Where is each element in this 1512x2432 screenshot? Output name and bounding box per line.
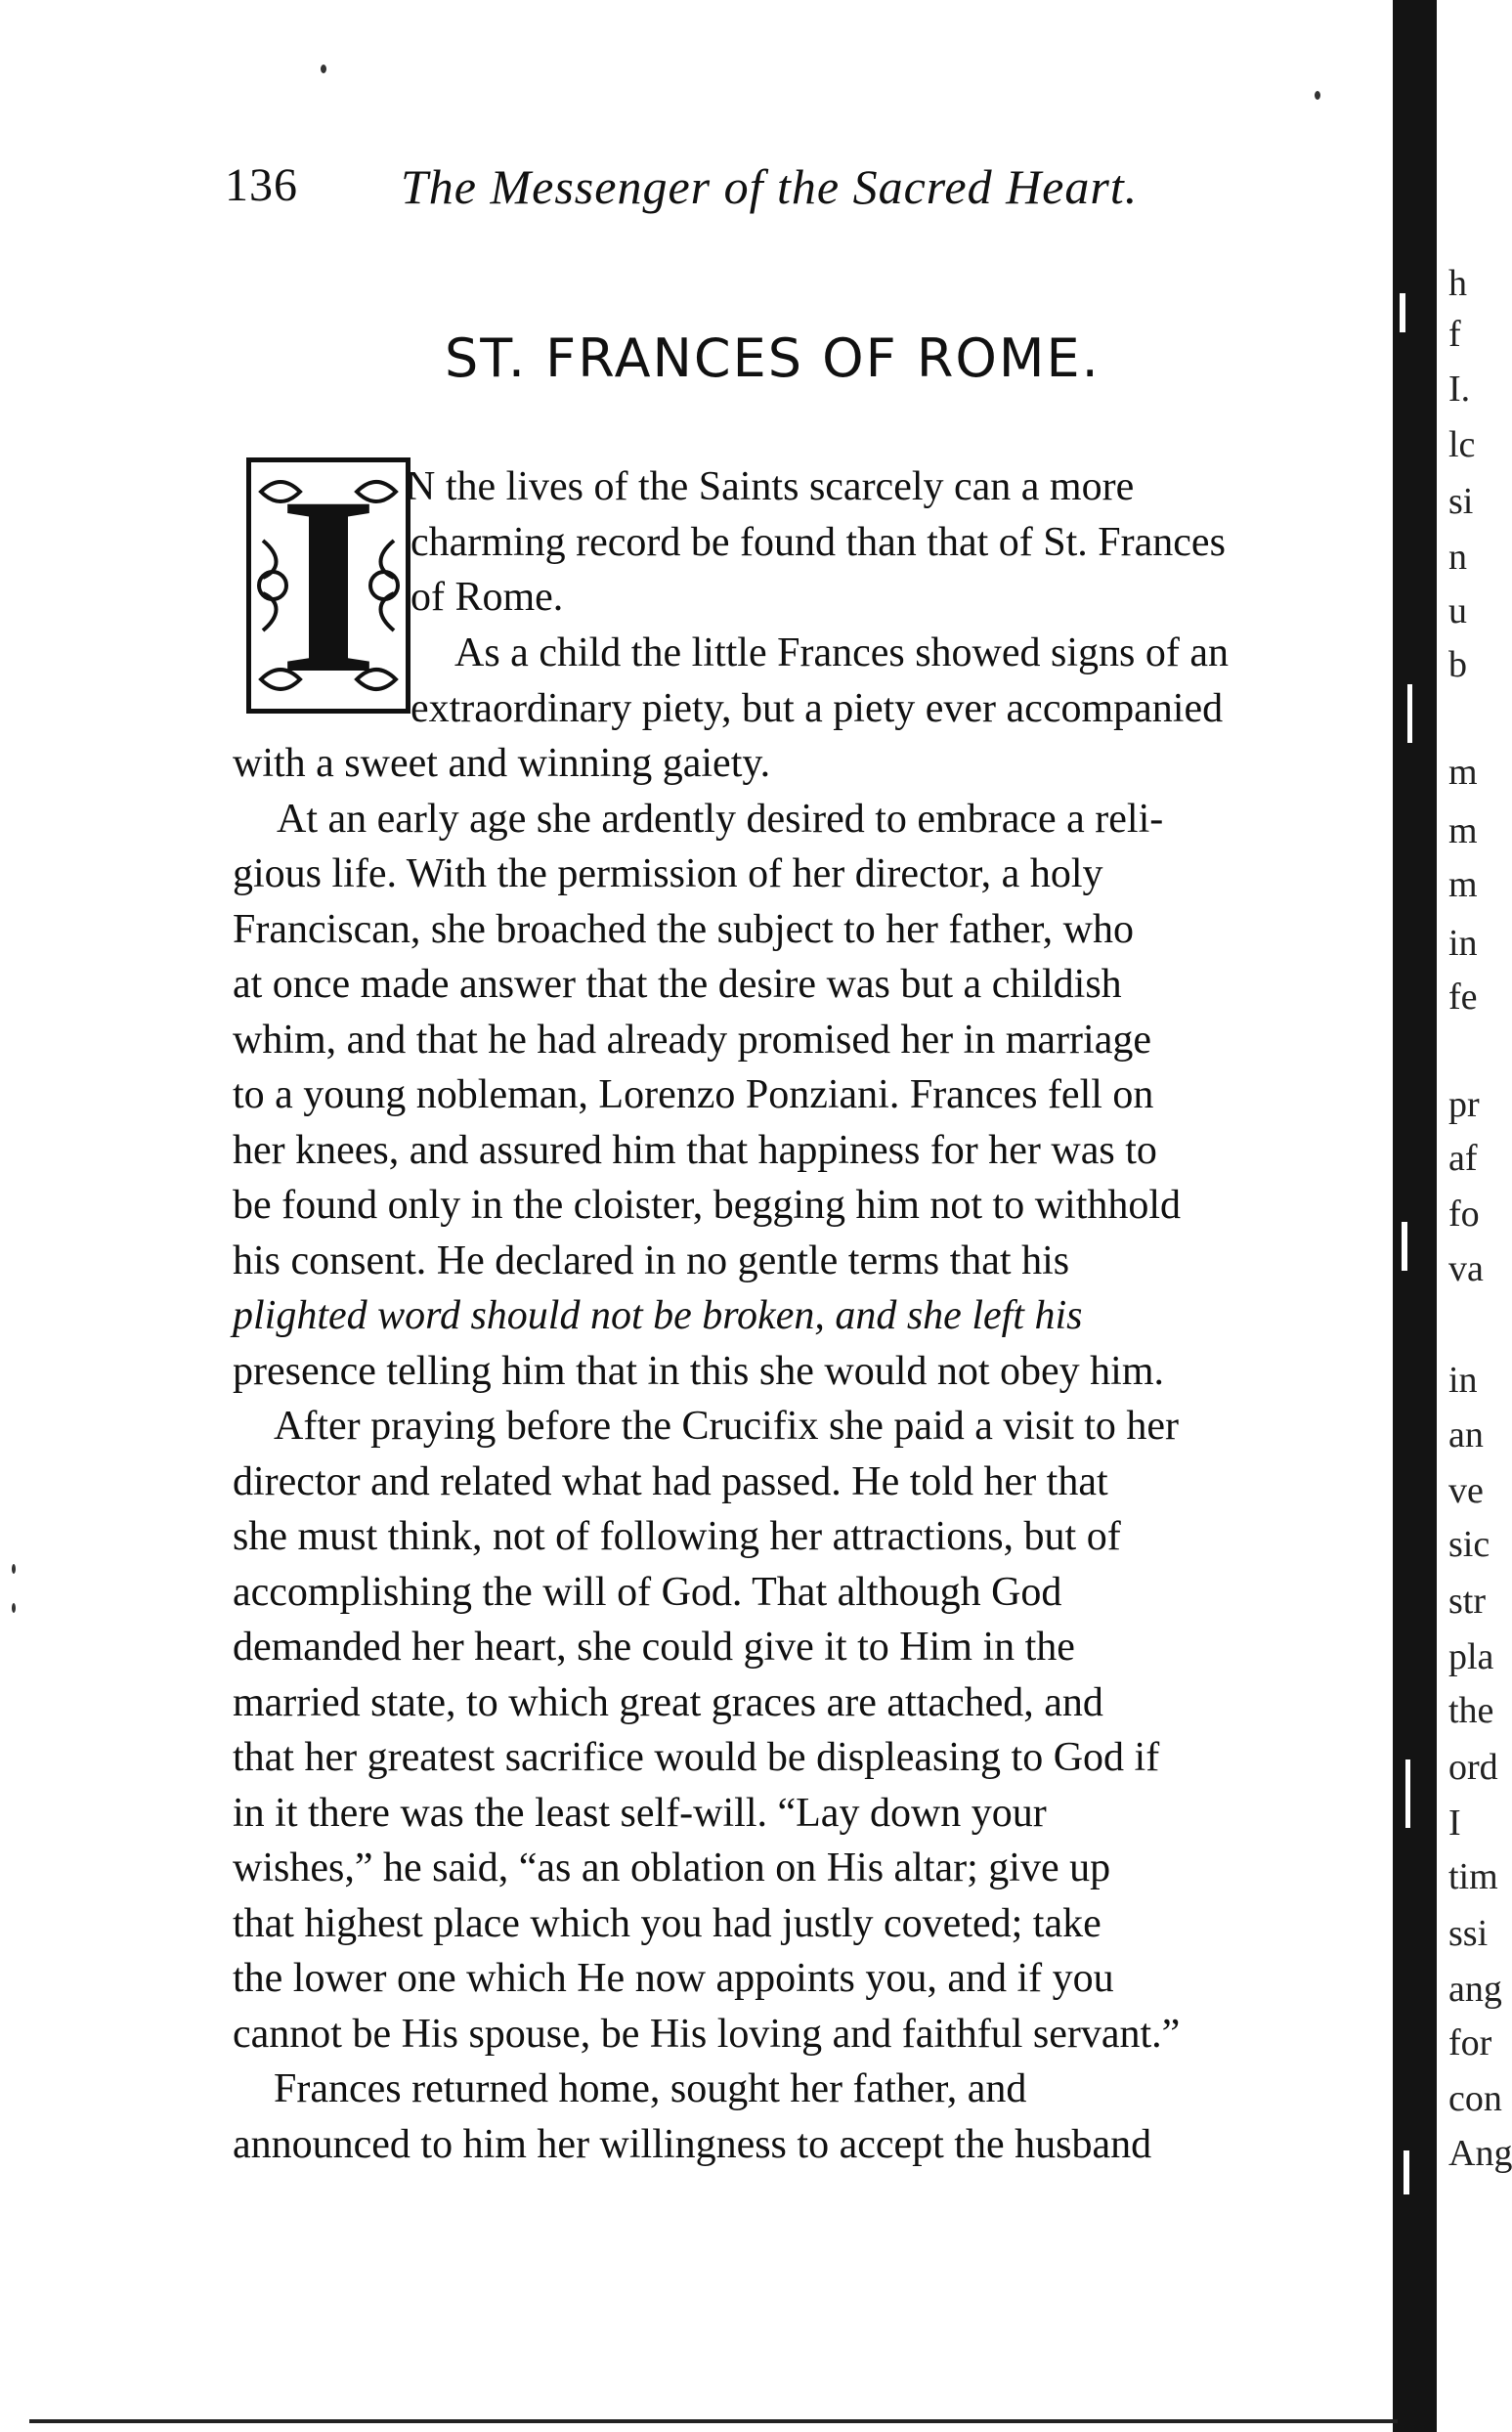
margin-fragment: m <box>1448 810 1478 851</box>
margin-fragment: fo <box>1448 1194 1480 1235</box>
gutter-speck <box>1402 1222 1407 1271</box>
margin-fragment: for <box>1448 2022 1492 2063</box>
text-line: accomplishing the will of God. That although God <box>233 1570 1062 1615</box>
scan-speck <box>321 65 326 73</box>
margin-fragment: fe <box>1448 977 1478 1018</box>
text-line: charming record be found than that of St. Frances <box>410 520 1226 565</box>
text-line: At an early age she ardently desired to embrace a reli- <box>277 797 1164 842</box>
margin-fragment: n <box>1448 537 1467 578</box>
text-line: demanded her heart, she could give it to Him in the <box>233 1625 1075 1670</box>
text-line: cannot be His spouse, be His loving and faithful servant.” <box>233 2012 1181 2057</box>
margin-fragment: m <box>1448 752 1478 793</box>
page-bottom-edge <box>29 2419 1398 2423</box>
text-line: be found only in the cloister, begging him not to withhold <box>233 1183 1182 1228</box>
margin-fragment: ssi <box>1448 1913 1489 1954</box>
margin-fragment: Ang <box>1448 2133 1512 2174</box>
text-line: that highest place which you had justly coveted; take <box>233 1901 1102 1946</box>
margin-fragment: ve <box>1448 1470 1484 1511</box>
text-line: married state, to which great graces are attached, and <box>233 1680 1103 1725</box>
margin-fragment: con <box>1448 2078 1502 2119</box>
drop-cap <box>246 445 410 726</box>
scan-speck <box>1315 91 1320 100</box>
margin-fragment: h <box>1448 263 1467 304</box>
text-line: extraordinary piety, but a piety ever accompanied <box>410 686 1224 731</box>
scan-speck <box>12 1564 16 1574</box>
margin-fragment: pla <box>1448 1636 1494 1677</box>
margin-fragment: str <box>1448 1581 1486 1622</box>
text-line: to a young nobleman, Lorenzo Ponziani. Frances fell on <box>233 1072 1154 1117</box>
running-title: The Messenger of the Sacred Heart. <box>401 159 1139 214</box>
text-line: presence telling him that in this she would not obey him. <box>233 1349 1165 1394</box>
margin-fragment: in <box>1448 1360 1478 1401</box>
margin-fragment: ord <box>1448 1747 1498 1788</box>
gutter-speck <box>1405 1759 1410 1828</box>
gutter-speck <box>1400 293 1405 332</box>
margin-fragment: ang <box>1448 1969 1502 2010</box>
text-line: at once made answer that the desire was but a childish <box>233 962 1122 1007</box>
text-line: in it there was the least self-will. “Lay down your <box>233 1791 1047 1836</box>
text-line: her knees, and assured him that happiness for her was to <box>233 1128 1157 1173</box>
scan-speck <box>12 1603 16 1613</box>
text-line: she must think, not of following her attractions, but of <box>233 1514 1121 1559</box>
running-header <box>225 158 1300 227</box>
margin-fragment: af <box>1448 1138 1478 1179</box>
margin-fragment: b <box>1448 644 1467 685</box>
page-number: 136 <box>225 159 298 211</box>
article-title: ST. FRANCES OF ROME. <box>445 327 1101 389</box>
text-line: plighted word should not be broken, and she left his <box>233 1293 1083 1338</box>
margin-fragment: I <box>1448 1802 1461 1844</box>
drop-cap-letter: I <box>279 445 378 726</box>
margin-fragment: tim <box>1448 1856 1498 1897</box>
text-line: gious life. With the permission of her director, a holy <box>233 851 1103 896</box>
text-line: whim, and that he had already promised her in marriage <box>233 1018 1151 1063</box>
gutter-speck <box>1407 684 1412 743</box>
margin-fragment: the <box>1448 1690 1494 1731</box>
margin-fragment: I. <box>1448 369 1471 410</box>
margin-fragment: m <box>1448 864 1478 905</box>
text-line: Frances returned home, sought her father, and <box>274 2066 1027 2111</box>
margin-fragment: f <box>1448 314 1461 355</box>
margin-fragment: lc <box>1448 424 1476 465</box>
margin-fragment: pr <box>1448 1084 1480 1125</box>
text-line: As a child the little Frances showed signs of an <box>454 630 1230 675</box>
text-line: that her greatest sacrifice would be displeasing to God if <box>233 1735 1160 1780</box>
margin-fragment: si <box>1448 481 1474 522</box>
text-line: of Rome. <box>410 575 564 620</box>
text-line: with a sweet and winning gaiety. <box>233 741 771 786</box>
margin-fragment: va <box>1448 1248 1484 1289</box>
margin-fragment: sic <box>1448 1524 1490 1565</box>
text-line: Franciscan, she broached the subject to her father, who <box>233 907 1134 952</box>
text-line: announced to him her willingness to accept the husband <box>233 2122 1152 2167</box>
margin-fragment: u <box>1448 590 1467 631</box>
text-line: N the lives of the Saints scarcely can a more <box>406 464 1135 509</box>
text-line: the lower one which He now appoints you, and if you <box>233 1956 1114 2001</box>
binding-gutter <box>1393 0 1437 2432</box>
text-line: After praying before the Crucifix she paid a visit to her <box>274 1404 1180 1449</box>
text-line: his consent. He declared in no gentle terms that his <box>233 1238 1070 1283</box>
margin-fragment: in <box>1448 923 1478 964</box>
gutter-speck <box>1404 2150 1409 2194</box>
text-line: director and related what had passed. He told her that <box>233 1459 1108 1504</box>
text-line: wishes,” he said, “as an oblation on His altar; give up <box>233 1846 1111 1890</box>
margin-fragment: an <box>1448 1414 1484 1455</box>
